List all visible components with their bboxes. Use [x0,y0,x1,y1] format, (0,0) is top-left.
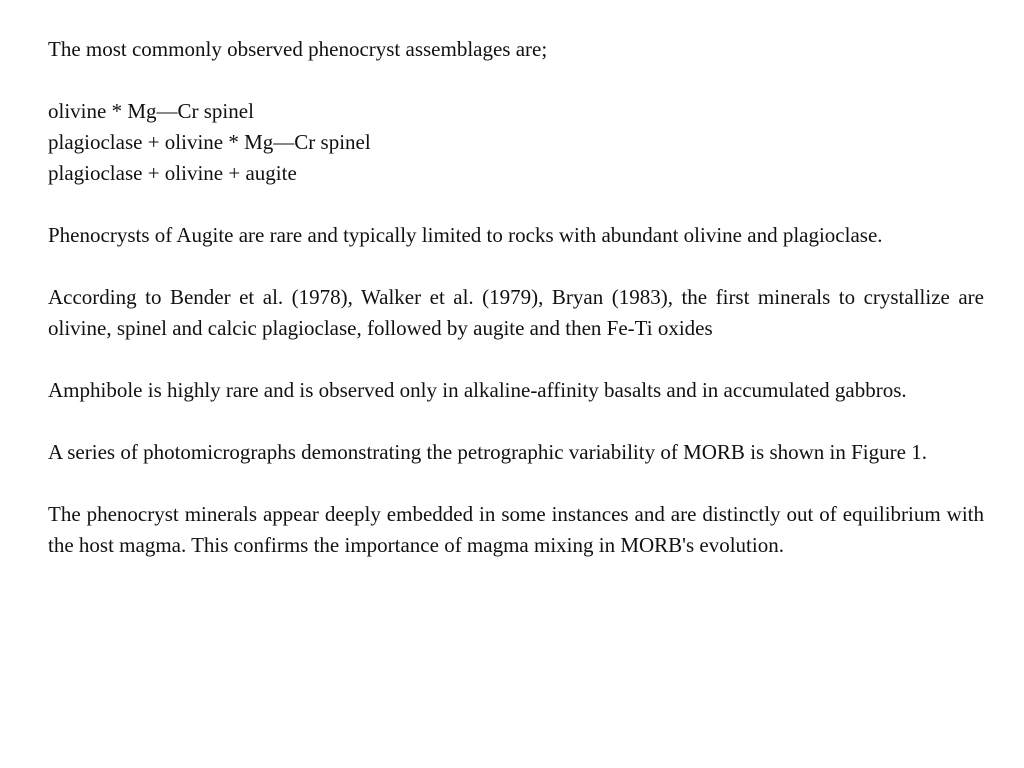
paragraph-crystallization-order: According to Bender et al. (1978), Walker et al. (1979), Bryan (1983), the first minerals to crystallize are olivine, spinel and calcic plagioclase, followed by augite and then Fe-Ti oxides [48,285,984,340]
assemblage-item: plagioclase + olivine + augite [48,161,297,185]
document-body [48,34,984,592]
intro-line: The most commonly observed phenocryst assemblages are; [48,37,548,61]
paragraph-magma-mixing: The phenocryst minerals appear deeply embedded in some instances and are distinctly out of equilibrium with the host magma. This confirms the importance of magma mixing in MORB's evolution. [48,502,984,557]
paragraph-amphibole: Amphibole is highly rare and is observed only in alkaline-affinity basalts and in accumulated gabbros. [48,378,907,402]
paragraph-photomicrographs: A series of photomicrographs demonstrating the petrographic variability of MORB is shown in Figure 1. [48,440,927,464]
assemblage-item: plagioclase + olivine * Mg—Cr spinel [48,130,371,154]
assemblage-list [48,96,984,189]
assemblage-item: olivine * Mg—Cr spinel [48,99,254,123]
paragraph-augite: Phenocrysts of Augite are rare and typically limited to rocks with abundant olivine and plagioclase. [48,223,883,247]
